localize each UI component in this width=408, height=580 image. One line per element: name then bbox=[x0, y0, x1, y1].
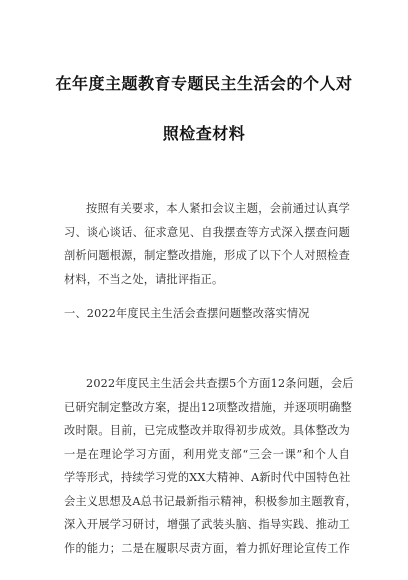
body-line: 会主义思想及A总书记最新指示精神，积极参加主题教育， bbox=[64, 494, 357, 508]
document-title-line-2: 照检查材料 bbox=[162, 124, 246, 143]
document-title-line-1: 在年度主题教育专题民主生活会的个人对 bbox=[55, 74, 353, 93]
body-line: 已研究制定整改方案，提出12项整改措施，并逐项明确整 bbox=[64, 400, 352, 414]
body-paragraph bbox=[64, 372, 357, 560]
intro-line: 材料，不当之处，请批评指正。 bbox=[64, 272, 224, 286]
section-heading: 一、2022年度民主生活会查摆问题整改落实情况 bbox=[64, 307, 310, 320]
body-line: 2022年度民主生活会共查摆5个方面12条问题，会后 bbox=[86, 377, 354, 390]
intro-line: 剖析问题根源，制定整改措施，形成了以下个人对照检查 bbox=[64, 249, 350, 262]
intro-paragraph bbox=[64, 197, 350, 291]
body-line: 改时限。目前，已完成整改并取得初步成效。具体整改为 bbox=[64, 424, 350, 437]
body-line: 学等形式，持续学习党的XX大精神、A新时代中国特色社 bbox=[64, 471, 351, 484]
intro-line: 习、谈心谈话、征求意见、自我摆查等方式深入摆查问题 bbox=[64, 225, 350, 239]
body-line: 一是在理论学习方面，利用党支部“三会一课”和个人自 bbox=[64, 447, 350, 461]
intro-line: 按照有关要求，本人紧扣会议主题，会前通过认真学 bbox=[86, 202, 350, 215]
body-line: 深入开展学习研讨，增强了武装头脑、指导实践、推动工 bbox=[64, 518, 350, 531]
body-line: 作的能力；二是在履职尽责方面，着力抓好理论宣传工作 bbox=[64, 541, 350, 555]
